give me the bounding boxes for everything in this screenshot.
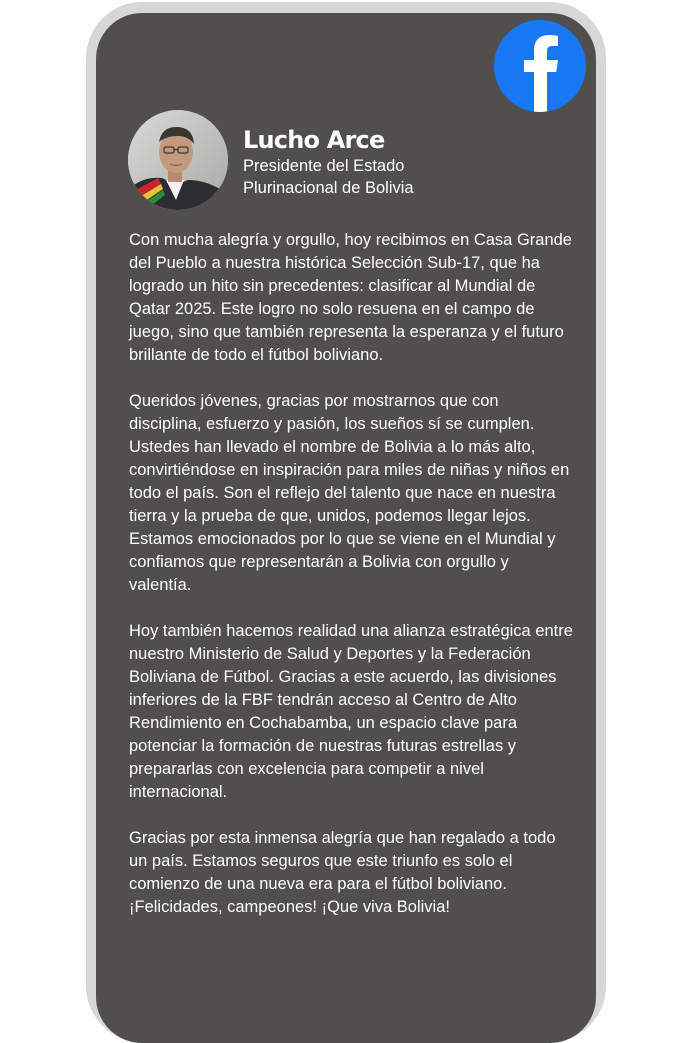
avatar[interactable] [128, 110, 228, 210]
author-role: Presidente del Estado Plurinacional de Bolivia [243, 157, 414, 197]
post-paragraph-2: Queridos jóvenes, gracias por mostrarnos que con disciplina, esfuerzo y pasión, los sueños sí se cumplen. Ustedes han llevado el nombre de Bolivia a lo más alto, convirtiéndose en inspiración para miles de niñas y niños en todo el país. Son el reflejo del talento que nace en nuestra tierra y la prueba de que, unidos, podemos llegar lejos. Estamos emocionados por lo que se viene en el Mundial y confiamos que representarán a Bolivia con orgullo y valentía. [129, 392, 570, 594]
post-paragraph-4: Gracias por esta inmensa alegría que han regalado a todo un país. Estamos seguros que este triunfo es solo el comienzo de una nueva era para el fútbol boliviano. ¡Felicidades, campeones! ¡Que viva Bolivia! [129, 829, 556, 916]
post-paragraph-1: Con mucha alegría y orgullo, hoy recibimos en Casa Grande del Pueblo a nuestra histórica Selección Sub-17, que ha logrado un hito sin precedentes: clasificar al Mundial de Qatar 2025. Este logro no solo resuena en el campo de juego, sino que también representa la esperanza y el futuro brillante de todo el fútbol boliviano. [129, 231, 572, 364]
facebook-icon[interactable] [494, 20, 586, 112]
author-name[interactable]: Lucho Arce [243, 126, 385, 154]
post-paragraph-3: Hoy también hacemos realidad una alianza estratégica entre nuestro Ministerio de Salud y Deportes y la Federación Boliviana de Fútbol. Gracias a este acuerdo, las divisiones inferiores de la FBF tendrán acceso al Centro de Alto Rendimiento en Cochabamba, un espacio clave para potenciar la formación de nuestras futuras estrellas y prepararlas con excelencia para competir a nivel internacional. [129, 622, 573, 801]
post-body [129, 229, 574, 942]
